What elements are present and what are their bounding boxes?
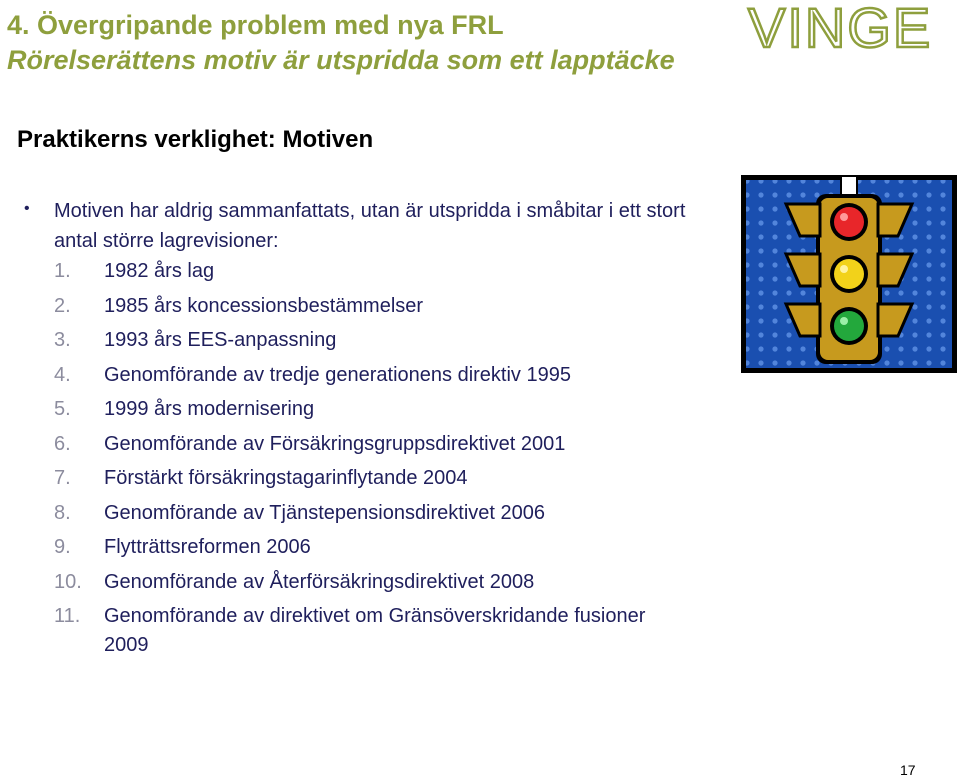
list-item: 4. Genomförande av tredje generationens direktiv 1995: [54, 363, 571, 386]
vinge-logo: VINGE: [748, 0, 933, 59]
list-item: 9. Flytträttsreformen 2006: [54, 536, 311, 558]
list-item: 5. 1999 års modernisering: [54, 398, 315, 420]
list-item: 1. 1982 års lag: [54, 260, 215, 282]
list-item: 8. Genomförande av Tjänstepensionsdirektivet 2006: [54, 501, 546, 524]
list-item: 6. Genomförande av Försäkringsgruppsdirektivet 2001: [54, 432, 566, 455]
list-item: 2. 1985 års koncessionsbestämmelser: [54, 294, 424, 317]
slide-subtitle-heading: Rörelserättens motiv är utspridda som ett lapptäcke: [7, 45, 675, 75]
traffic-light-icon: [740, 174, 958, 374]
list-item: 7. Förstärkt försäkringstagarinflytande 2004: [54, 467, 468, 489]
list-item: 11. Genomförande av direktivet om Gränsöverskridande fusioner 2009: [54, 605, 646, 656]
intro-text: Motiven har aldrig sammanfattats, utan är utspridda i småbitar i ett stort antal större lagrevisioner:: [54, 200, 686, 252]
list-item: 10. Genomförande av Återförsäkringsdirektivet 2008: [54, 570, 535, 593]
revision-list: [54, 257, 694, 666]
page-number: 17: [900, 762, 916, 778]
list-item: 3. 1993 års EES-anpassning: [54, 329, 337, 351]
bullet-icon: •: [24, 200, 30, 217]
section-heading: Praktikerns verklighet: Motiven: [17, 126, 374, 153]
slide-title: 4. Övergripande problem med nya FRL: [7, 10, 504, 40]
